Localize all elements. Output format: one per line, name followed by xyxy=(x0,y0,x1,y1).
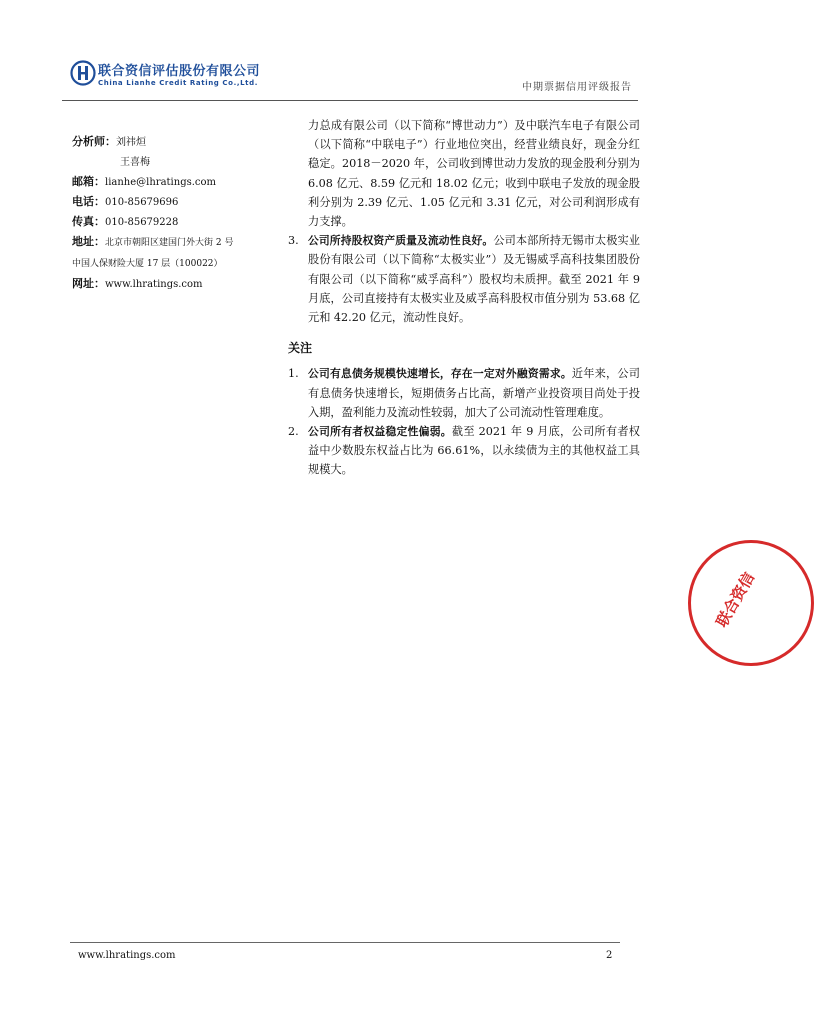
address-row xyxy=(72,232,272,253)
phone-label: 电话： xyxy=(72,195,105,208)
fax-value: 010-85679228 xyxy=(105,217,179,228)
item-number: 3. xyxy=(288,234,299,248)
item-body: 近年来，公司有息债务快速增长，短期债务占比高，新增产业投资项目尚处于投入期，盈利能力及流动性较弱，加大了公司流动性管理难度。 xyxy=(308,367,640,419)
stamp-text: 联合资信 xyxy=(712,569,759,631)
phone-row xyxy=(72,192,272,212)
item-text xyxy=(308,231,640,327)
item-text xyxy=(308,422,640,480)
company-name-en: China Lianhe Credit Rating Co.,Ltd. xyxy=(98,79,258,87)
fax-label: 传真： xyxy=(72,215,105,228)
email-value[interactable]: lianhe@lhratings.com xyxy=(105,177,217,188)
address-value: 北京市朝阳区建国门外大街 2 号 xyxy=(105,238,234,248)
address-label: 地址： xyxy=(72,235,105,248)
item-body: 截至 2021 年 9 月底，公司所有者权益中少数股东权益占比为 66.61%，以永续债为主的其他权益工具规模大。 xyxy=(308,425,640,477)
item-text xyxy=(308,364,640,422)
item-body: 公司本部所持无锡市太极实业股份有限公司（以下简称“太极实业”）及无锡威孚高科技集团股份有限公司（以下简称“威孚高科”）股权均未质押。截至 2021 年 9 月底，公司直接持有太极实业及威孚高科股权市值分别为 53.68 亿元和 42.20 亿元，流动性良好。 xyxy=(308,234,640,325)
email-row xyxy=(72,172,272,192)
item-heading: 公司所持股权资产质量及流动性良好。 xyxy=(308,234,494,248)
analyst-row-2 xyxy=(72,152,272,172)
lianhe-logo-icon xyxy=(70,60,96,90)
item-heading: 公司有息债务规模快速增长，存在一定对外融资需求。 xyxy=(308,367,572,381)
concern-item-1 xyxy=(288,364,640,422)
report-title: 中期票据信用评级报告 xyxy=(522,82,632,93)
email-label: 邮箱： xyxy=(72,175,105,188)
page-header xyxy=(62,58,638,98)
footer-divider xyxy=(70,942,620,943)
website-row xyxy=(72,274,272,294)
footer-website[interactable]: www.lhratings.com xyxy=(78,950,176,961)
header-divider xyxy=(62,100,638,101)
contact-sidebar xyxy=(72,132,272,294)
item-number: 1. xyxy=(288,367,299,381)
company-name-cn: 联合资信评估股份有限公司 xyxy=(98,64,261,79)
fax-row xyxy=(72,212,272,232)
main-content xyxy=(288,116,640,480)
concerns-heading: 关注 xyxy=(288,341,313,356)
website-link[interactable]: www.lhratings.com xyxy=(105,279,203,290)
analyst-row xyxy=(72,132,272,152)
strength-item-3 xyxy=(288,231,640,327)
analyst-label: 分析师： xyxy=(72,135,116,148)
analyst-name: 王喜梅 xyxy=(120,157,150,168)
website-label: 网址： xyxy=(72,277,105,290)
analyst-name: 刘祎烜 xyxy=(116,137,146,148)
phone-value: 010-85679696 xyxy=(105,197,179,208)
continued-paragraph: 力总成有限公司（以下简称“博世动力”）及中联汽车电子有限公司（以下简称“中联电子”）行业地位突出，经营业绩良好，现金分红稳定。2018－2020 年，公司收到博世动力发放的现金股利分别为 6.08 亿元、8.59 亿元和 18.02 亿元；收到中联电子发放的现金股利分别为 2.39 亿元、1.05 亿元和 3.31 亿元，对公司利润形成有力支撑。 xyxy=(308,119,640,229)
item-heading: 公司所有者权益稳定性偏弱。 xyxy=(308,425,452,439)
company-seal-stamp xyxy=(688,540,814,666)
concern-item-2 xyxy=(288,422,640,480)
item-number: 2. xyxy=(288,425,299,439)
page-number: 2 xyxy=(606,950,613,961)
address-value: 中国人保财险大厦 17 层（100022） xyxy=(72,259,223,269)
address-row-2 xyxy=(72,253,272,274)
